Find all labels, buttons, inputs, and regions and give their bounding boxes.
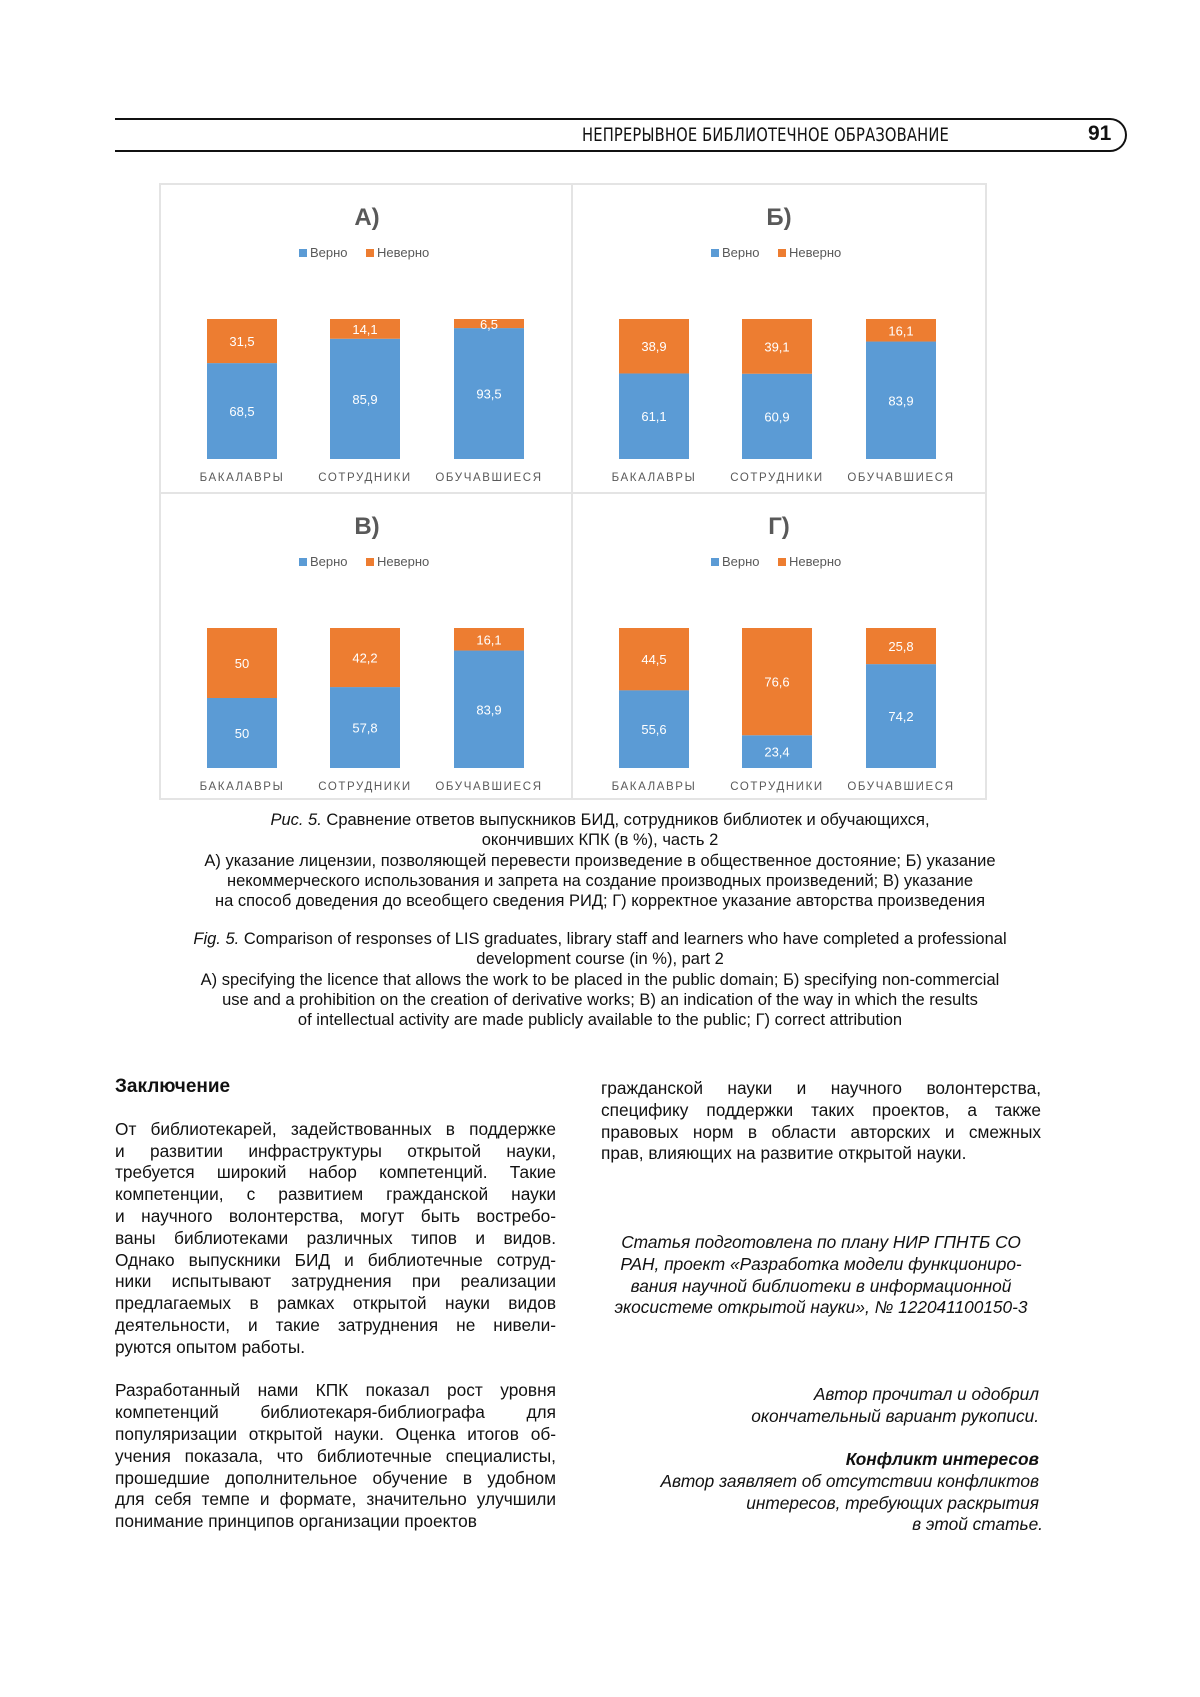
text-line: РАН, проект «Разработка модели функциониро- bbox=[596, 1254, 1046, 1276]
text-line: Статья подготовлена по плану НИР ГПНТБ СО bbox=[596, 1232, 1046, 1254]
data-label: 42,2 bbox=[352, 651, 377, 666]
conflict-line: в этой статье. bbox=[601, 1514, 1043, 1536]
caption-line: of intellectual activity are made publicly available to the public; Г) correct attribution bbox=[120, 1010, 1080, 1030]
chart-title: А) bbox=[354, 204, 379, 231]
chart-title: В) bbox=[354, 513, 379, 540]
data-label: 83,9 bbox=[476, 702, 501, 717]
chart-title: Г) bbox=[768, 513, 790, 540]
text-line: компетенций библиотекаря-библиографа для bbox=[115, 1402, 556, 1424]
category-label: ОБУЧАВШИЕСЯ bbox=[847, 781, 954, 793]
text-line: прошедшие дополнительное обучение в удобном bbox=[115, 1468, 556, 1490]
funding-note bbox=[596, 1232, 1046, 1319]
text-line: деятельности, и такие затруднения не нивели- bbox=[115, 1315, 556, 1337]
approval-note bbox=[601, 1384, 1039, 1428]
paragraph-2 bbox=[115, 1380, 556, 1533]
caption-line: Comparison of responses of LIS graduates, library staff and learners who have completed a professional bbox=[239, 930, 1006, 948]
paragraph-1 bbox=[115, 1119, 556, 1359]
data-label: 38,9 bbox=[641, 339, 666, 354]
caption-line: некоммерческого использования и запрета на создание производных произведений; В) указание bbox=[120, 871, 1080, 891]
caption-line: A) specifying the licence that allows the work to be placed in the public domain; Б) specifying non-commercial bbox=[120, 970, 1080, 990]
category-label: БАКАЛАВРЫ bbox=[612, 472, 697, 484]
text-line: ваны библиотеками различных типов и видов. bbox=[115, 1228, 556, 1250]
text-line: правовых норм в области авторских и смежных bbox=[601, 1122, 1041, 1144]
text-line: понимание принципов организации проектов bbox=[115, 1511, 556, 1533]
legend-label: Верно bbox=[722, 554, 760, 569]
data-label: 23,4 bbox=[764, 745, 789, 760]
data-label: 25,8 bbox=[888, 639, 913, 654]
data-label: 16,1 bbox=[476, 632, 501, 647]
caption-line: окончивших КПК (в %), часть 2 bbox=[120, 830, 1080, 850]
data-label: 74,2 bbox=[888, 709, 913, 724]
legend-label: Неверно bbox=[789, 554, 841, 569]
category-label: СОТРУДНИКИ bbox=[318, 472, 412, 484]
category-label: ОБУЧАВШИЕСЯ bbox=[847, 472, 954, 484]
text-line: ники испытывают затруднения при реализации bbox=[115, 1271, 556, 1293]
legend-swatch bbox=[711, 558, 719, 566]
left-column bbox=[115, 1076, 556, 1533]
data-label: 60,9 bbox=[764, 409, 789, 424]
data-label: 83,9 bbox=[888, 393, 913, 408]
running-header: НЕПРЕРЫВНОЕ БИБЛИОТЕЧНОЕ ОБРАЗОВАНИЕ bbox=[582, 124, 949, 146]
data-label: 50 bbox=[235, 726, 249, 741]
legend-swatch bbox=[366, 249, 374, 257]
data-label: 39,1 bbox=[764, 339, 789, 354]
conflict-line: Автор заявляет об отсутствии конфликтов bbox=[601, 1471, 1039, 1493]
chart-g bbox=[573, 494, 985, 800]
legend-label: Неверно bbox=[377, 245, 429, 260]
caption-line: development course (in %), part 2 bbox=[120, 949, 1080, 969]
category-label: ОБУЧАВШИЕСЯ bbox=[435, 781, 542, 793]
legend-swatch bbox=[366, 558, 374, 566]
caption-line: А) указание лицензии, позволяющей перевести произведение в общественное достояние; Б) указание bbox=[120, 851, 1080, 871]
category-label: СОТРУДНИКИ bbox=[318, 781, 412, 793]
caption-label: Fig. 5. bbox=[193, 930, 239, 948]
data-label: 55,6 bbox=[641, 722, 666, 737]
data-label: 14,1 bbox=[352, 322, 377, 337]
data-label: 16,1 bbox=[888, 323, 913, 338]
chart-v bbox=[161, 494, 573, 800]
text-line: вания научной библиотеки в информационной bbox=[596, 1276, 1046, 1298]
chart-title: Б) bbox=[766, 204, 791, 231]
legend-swatch bbox=[778, 558, 786, 566]
data-label: 44,5 bbox=[641, 652, 666, 667]
caption-line: Сравнение ответов выпускников БИД, сотрудников библиотек и обучающихся, bbox=[322, 811, 930, 829]
legend-label: Верно bbox=[310, 554, 348, 569]
text-line: Автор прочитал и одобрил bbox=[601, 1384, 1039, 1406]
page bbox=[0, 0, 1200, 1697]
data-label: 57,8 bbox=[352, 721, 377, 736]
category-label: БАКАЛАВРЫ bbox=[612, 781, 697, 793]
text-line: От библиотекарей, задействованных в поддержке bbox=[115, 1119, 556, 1141]
chart-b bbox=[573, 185, 985, 491]
figure-5-charts bbox=[159, 183, 987, 800]
text-line: требуется широкий набор компетенций. Такие bbox=[115, 1162, 556, 1184]
data-label: 68,5 bbox=[229, 404, 254, 419]
category-label: СОТРУДНИКИ bbox=[730, 781, 824, 793]
right-column bbox=[601, 1078, 1041, 1165]
text-line: экосистеме открытой науки», № 122041100150-3 bbox=[596, 1297, 1046, 1319]
data-label: 31,5 bbox=[229, 334, 254, 349]
legend-label: Неверно bbox=[789, 245, 841, 260]
text-line: прав, влияющих на развитие открытой науки. bbox=[601, 1143, 1041, 1165]
text-line: руются опытом работы. bbox=[115, 1337, 556, 1359]
data-label: 85,9 bbox=[352, 392, 377, 407]
conflict-line: интересов, требующих раскрытия bbox=[601, 1493, 1039, 1515]
legend-swatch bbox=[778, 249, 786, 257]
caption-line: на способ доведения до всеобщего сведения РИД; Г) корректное указание авторства произведения bbox=[120, 891, 1080, 911]
text-line: предлагаемых в рамках открытой науки видов bbox=[115, 1293, 556, 1315]
category-label: БАКАЛАВРЫ bbox=[200, 781, 285, 793]
data-label: 61,1 bbox=[641, 409, 666, 424]
data-label: 93,5 bbox=[476, 387, 501, 402]
text-line: окончательный вариант рукописи. bbox=[601, 1406, 1039, 1428]
legend-label: Верно bbox=[310, 245, 348, 260]
chart-a bbox=[161, 185, 573, 491]
page-number: 91 bbox=[1088, 122, 1111, 146]
text-line: и развитии инфраструктуры открытой науки, bbox=[115, 1141, 556, 1163]
category-label: БАКАЛАВРЫ bbox=[200, 472, 285, 484]
legend-swatch bbox=[299, 558, 307, 566]
caption-line: use and a prohibition on the creation of derivative works; В) an indication of the way in which the results bbox=[120, 990, 1080, 1010]
data-label: 6,5 bbox=[480, 317, 498, 332]
text-line: учения показала, что библиотечные специалисты, bbox=[115, 1446, 556, 1468]
conflict-heading: Конфликт интересов bbox=[601, 1449, 1039, 1471]
section-heading: Заключение bbox=[115, 1076, 556, 1098]
data-label: 76,6 bbox=[764, 675, 789, 690]
text-line: для себя темпе и формате, значительно улучшили bbox=[115, 1489, 556, 1511]
text-line: Однако выпускники БИД и библиотечные сотруд- bbox=[115, 1250, 556, 1272]
text-line: популяризации открытой науки. Оценка итогов об- bbox=[115, 1424, 556, 1446]
data-label: 50 bbox=[235, 656, 249, 671]
legend-swatch bbox=[299, 249, 307, 257]
caption-en bbox=[120, 929, 1080, 1030]
text-line: компетенции, с развитием гражданской науки bbox=[115, 1184, 556, 1206]
text-line: специфику поддержки таких проектов, а также bbox=[601, 1100, 1041, 1122]
category-label: СОТРУДНИКИ bbox=[730, 472, 824, 484]
legend-swatch bbox=[711, 249, 719, 257]
paragraph-3 bbox=[601, 1078, 1041, 1165]
text-line: и научного волонтерства, могут быть востребо- bbox=[115, 1206, 556, 1228]
conflict-of-interest bbox=[601, 1449, 1039, 1536]
caption-label: Рис. 5. bbox=[270, 811, 321, 829]
legend-label: Верно bbox=[722, 245, 760, 260]
text-line: Разработанный нами КПК показал рост уровня bbox=[115, 1380, 556, 1402]
legend-label: Неверно bbox=[377, 554, 429, 569]
text-line: гражданской науки и научного волонтерства, bbox=[601, 1078, 1041, 1100]
category-label: ОБУЧАВШИЕСЯ bbox=[435, 472, 542, 484]
caption-ru bbox=[120, 810, 1080, 911]
